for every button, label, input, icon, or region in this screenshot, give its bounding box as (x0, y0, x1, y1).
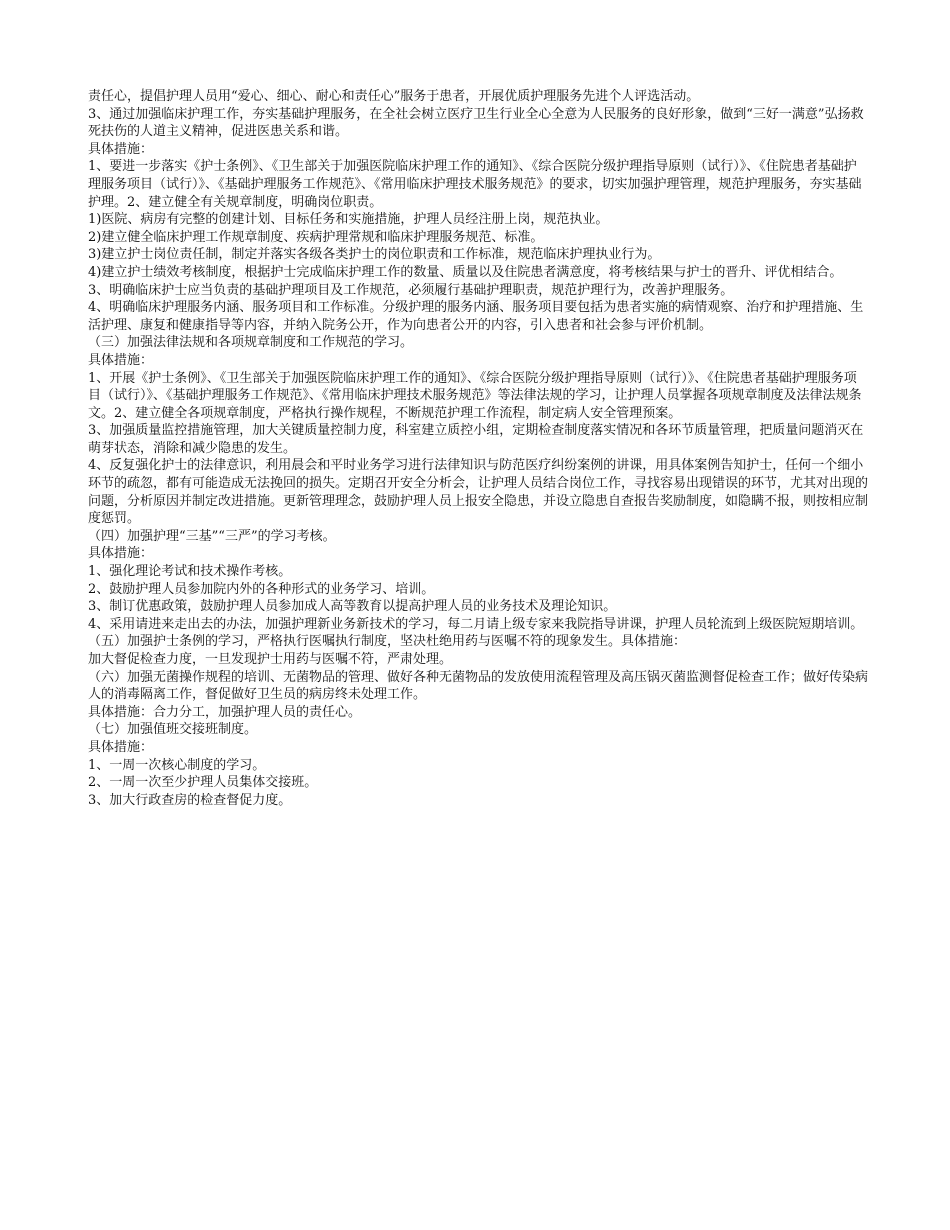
paragraph: （四）加强护理“三基”“三严”的学习考核。 (88, 528, 336, 544)
paragraph: 具体措施： (88, 546, 154, 562)
paragraph: 2、鼓励护理人员参加院内外的各种形式的业务学习、培训。 (88, 581, 435, 597)
paragraph: 具体措施： (88, 739, 154, 755)
paragraph: 1、一周一次核心制度的学习。 (88, 757, 266, 773)
paragraph: 具体措施： (88, 352, 154, 368)
paragraph: 3、加大行政查房的检查督促力度。 (88, 792, 292, 808)
paragraph: （六）加强无菌操作规程的培训、无菌物品的管理、做好各种无菌物品的发放使用流程管理及高压锅灭菌监测督促检查工作；做好传染病人的消毒隔离工作，督促做好卫生员的病房终未处理工作。 (88, 669, 869, 703)
paragraph: 责任心，提倡护理人员用“爱心、细心、耐心和责任心”服务于患者，开展优质护理服务先进个人评选活动。 (88, 89, 700, 104)
paragraph: 具体措施：合力分工，加强护理人员的责任心。 (88, 704, 362, 720)
paragraph: 1)医院、病房有完整的创建计划、目标任务和实施措施，护理人员经注册上岗，规范执业。 (88, 212, 609, 228)
paragraph: 1、要进一步落实《护士条例》、《卫生部关于加强医院临床护理工作的通知》、《综合医院分级护理指导原则（试行）》、《住院患者基础护理服务项目（试行）》、《基础护理服务工作规范》、《常用临床护理技术服务规范》的要求，切实加强护理管理，规范护理服务，夯实基础护理。2、建立健全有关规章制度，明确岗位职责。 (88, 159, 862, 210)
paragraph: 1、开展《护士条例》、《卫生部关于加强医院临床护理工作的通知》、《综合医院分级护理指导原则（试行）》、《住院患者基础护理服务项目（试行）》、《基础护理服务工作规范》、《常用临床护理技术服务规范》等法律法规的学习，让护理人员掌握各项规章制度及法律法规条文。2、建立健全各项规章制度，严格执行操作规程，不断规范护理工作流程，制定病人安全管理预案。 (88, 370, 862, 421)
paragraph: （七）加强值班交接班制度。 (88, 722, 258, 738)
paragraph: 1、强化理论考试和技术操作考核。 (88, 564, 292, 580)
paragraph: 4、采用请进来走出去的办法，加强护理新业务新技术的学习，每二月请上级专家来我院指导讲课，护理人员轮流到上级医院短期培训。 (88, 616, 864, 632)
paragraph: 加大督促检查力度，一旦发现护士用药与医嘱不符，严肃处理。 (88, 652, 453, 667)
paragraph: （三）加强法律法规和各项规章制度和工作规范的学习。 (88, 335, 414, 351)
paragraph: 3、通过加强临床护理工作，夯实基础护理服务，在全社会树立医疗卫生行业全心全意为人民服务的良好形象，做到“三好一满意”弘扬救死扶伤的人道主义精神，促进医患关系和谐。 (88, 106, 864, 140)
paragraph: 2)建立健全临床护理工作规章制度、疾病护理常规和临床护理服务规范、标准。 (88, 229, 544, 245)
paragraph: 4、反复强化护士的法律意识，利用晨会和平时业务学习进行法律知识与防范医疗纠纷案例的讲课，用具体案例告知护士，任何一个细小环节的疏忽，都有可能造成无法挽回的损失。定期召开安全分析会，让护理人员结合岗位工作，寻找容易出现错误的环节，尤其对出现的问题，分析原因并制定改进措施。更新管理理念，鼓励护理人员上报安全隐患，并设立隐患自查报告奖励制度，如隐瞒不报，则按相应制度惩罚。 (88, 458, 869, 527)
paragraph: （五）加强护士条例的学习，严格执行医嘱执行制度，坚决杜绝用药与医嘱不符的现象发生。具体措施： (88, 634, 687, 650)
paragraph: 具体措施： (88, 141, 154, 157)
paragraph: 3、加强质量监控措施管理，加大关键质量控制力度，科室建立质控小组，定期检查制度落实情况和各环节质量管理，把质量问题消灭在萌芽状态，消除和减少隐患的发生。 (88, 423, 864, 456)
paragraph: 2、一周一次至少护理人员集体交接班。 (88, 775, 318, 791)
paragraph: 4)建立护士绩效考核制度，根据护士完成临床护理工作的数量、质量以及住院患者满意度，将考核结果与护士的晋升、评优相结合。 (88, 264, 843, 280)
paragraph: 3)建立护士岗位责任制，制定并落实各级各类护士的岗位职责和工作标准，规范临床护理执业行为。 (88, 247, 661, 263)
document-body (88, 88, 868, 809)
paragraph: 3、明确临床护士应当负责的基础护理项目及工作规范，必须履行基础护理职责，规范护理行为，改善护理服务。 (88, 282, 734, 298)
paragraph: 3、制订优惠政策，鼓励护理人员参加成人高等教育以提高护理人员的业务技术及理论知识。 (88, 599, 617, 615)
paragraph: 4、明确临床护理服务内涵、服务项目和工作标准。分级护理的服务内涵、服务项目要包括为患者实施的病情观察、治疗和护理措施、生活护理、康复和健康指导等内容，并纳入院务公开，作为向患者公开的内容，引入患者和社会参与评价机制。 (88, 300, 864, 333)
